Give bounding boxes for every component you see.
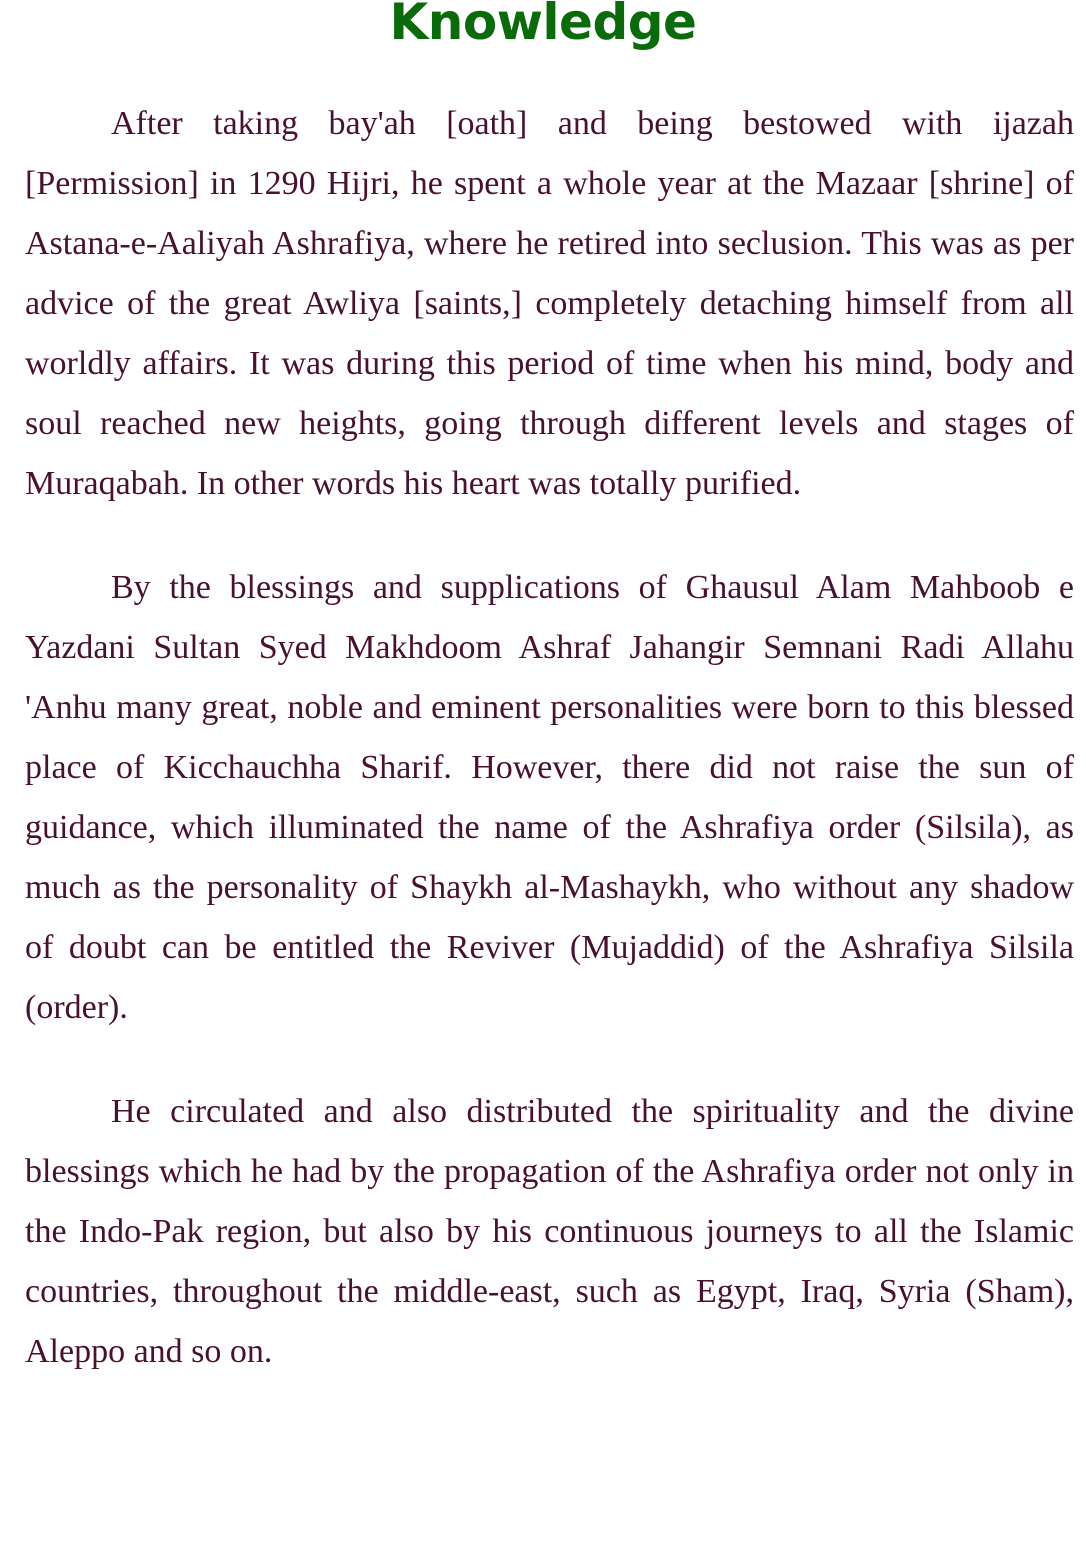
page-title: Knowledge — [389, 0, 697, 51]
body-paragraph-1: After taking bay'ah [oath] and being bestowed with ijazah [Permission] in 1290 Hijri, he spent a whole year at the Mazaar [shrine] of Astana-e-Aaliyah Ashrafiya, where he retired into seclusion. This was as per advice of the great Awliya [saints,] completely detaching himself from all worldly affairs. It was during this period of time when his mind, body and soul reached new heights, going through different levels and stages of Muraqabah. In other words his heart was totally purified. — [25, 105, 1074, 502]
page-header — [0, 0, 1086, 58]
body-paragraph-2: By the blessings and supplications of Ghausul Alam Mahboob e Yazdani Sultan Syed Makhdoom Ashraf Jahangir Semnani Radi Allahu 'Anhu many great, noble and eminent personalities were born to this blessed place of Kicchauchha Sharif. However, there did not raise the sun of guidance, which illuminated the name of the Ashrafiya order (Silsila), as much as the personality of Shaykh al-Mashaykh, who without any shadow of doubt can be entitled the Reviver (Mujaddid) of the Ashrafiya Silsila (order). — [25, 569, 1074, 1026]
document-body — [0, 94, 1086, 1382]
body-paragraph-3: He circulated and also distributed the spirituality and the divine blessings which he had by the propagation of the Ashrafiya order not only in the Indo-Pak region, but also by his continuous journeys to all the Islamic countries, throughout the middle-east, such as Egypt, Iraq, Syria (Sham), Aleppo and so on. — [25, 1093, 1074, 1370]
